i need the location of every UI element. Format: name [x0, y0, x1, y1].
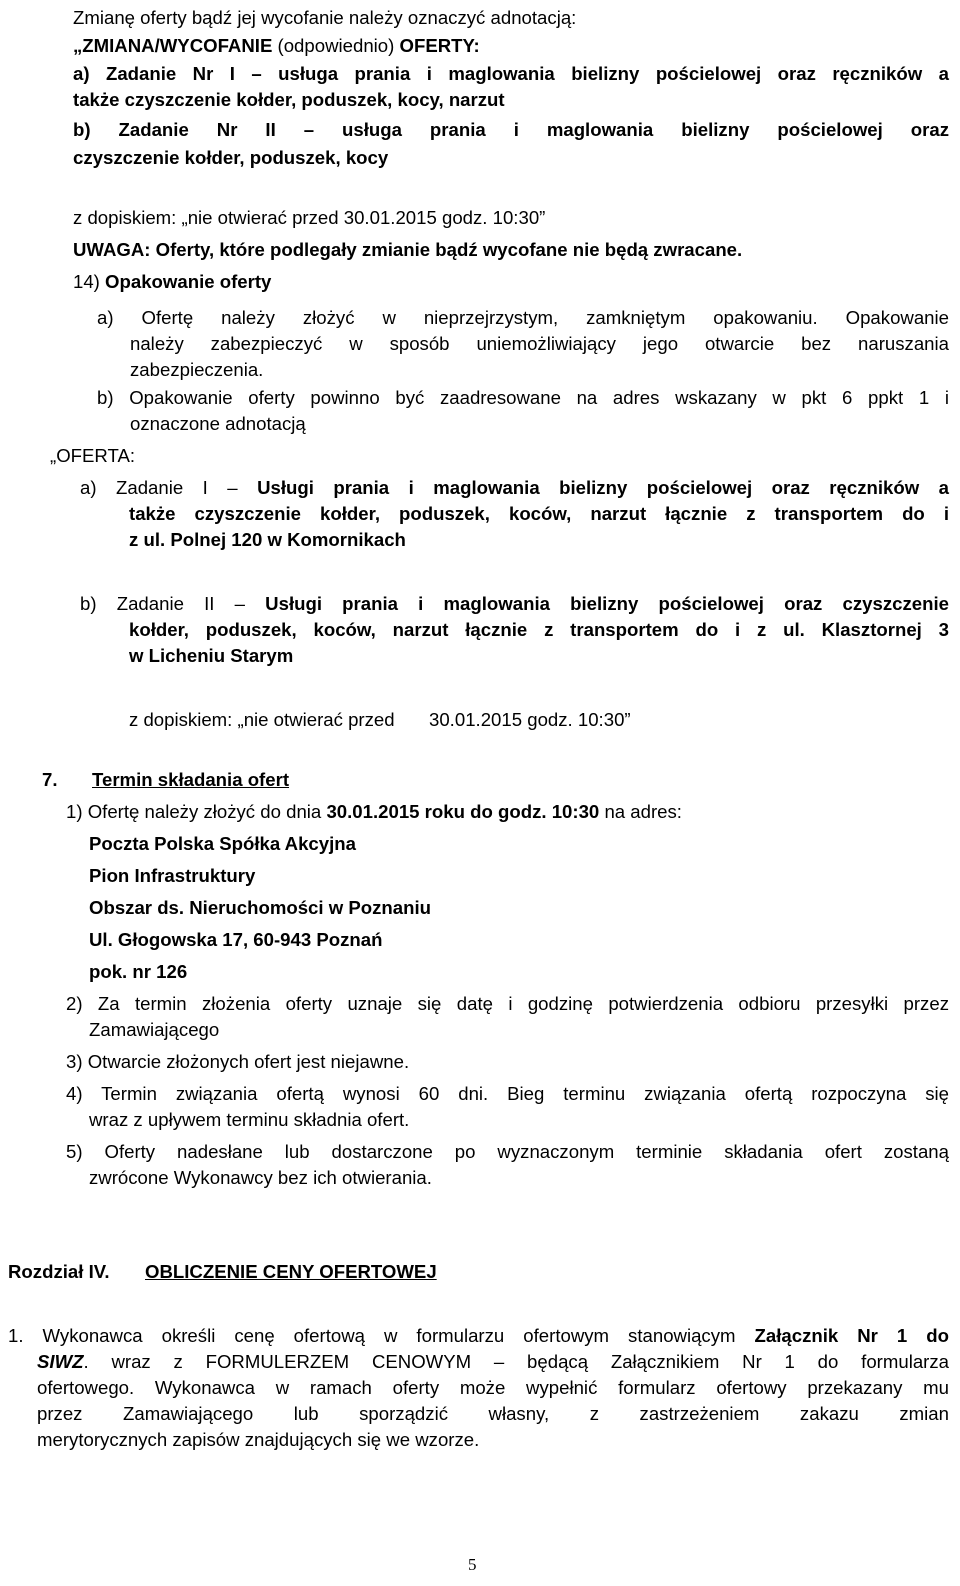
s7-item-5-line2: zwrócone Wykonawcy bez ich otwierania.	[89, 1167, 432, 1188]
oferta-b-title: Usługi prania i maglowania bielizny pościelowej oraz czyszczenie	[265, 593, 949, 614]
pre-change-line: Zmianę oferty bądź jej wycofanie należy oznaczyć adnotacją:	[73, 7, 577, 28]
oferta-a-address: Polnej 120 w Komornikach	[170, 529, 406, 550]
s7-item-1	[66, 802, 682, 822]
s14-a-line1: a) Ofertę należy złożyć w nieprzejrzystym, zamkniętym opakowaniu. Opakowanie	[97, 307, 949, 328]
pre-item-b-line1: b) Zadanie Nr II – usługa prania i maglowania bielizny pościelowej oraz	[73, 119, 949, 140]
oferta-a-line3	[129, 530, 406, 550]
oferta-a-title: Usługi prania i maglowania bielizny pościelowej oraz ręczników a	[257, 477, 950, 498]
oferta-b-line1	[80, 594, 949, 614]
label-odpowiednio: (odpowiednio)	[272, 35, 400, 56]
address-line-5: pok. nr 126	[89, 961, 188, 982]
s7-item-4-line2: wraz z upływem terminu składnia ofert.	[89, 1109, 410, 1130]
oferta-a-line2: także czyszczenie kołder, poduszek, koców, narzut łącznie z transportem do i	[129, 503, 949, 524]
pre-item-a-line2: także czyszczenie kołder, poduszek, kocy, narzut	[73, 89, 505, 110]
oferta-b-line3: w Licheniu Starym	[129, 645, 294, 666]
pre-item-b-line2: czyszczenie kołder, poduszek, kocy	[73, 147, 389, 168]
s14-a-line3: zabezpieczenia.	[130, 359, 264, 380]
section-7-number: 7.	[42, 769, 58, 790]
label-zmiana: „ZMIANA/WYCOFANIE	[73, 35, 273, 56]
s14-b-line1: b) Opakowanie oferty powinno być zaadresowane na adres wskazany w pkt 6 ppkt 1 i	[97, 387, 949, 408]
r4-line-1-text: 1. Wykonawca określi cenę ofertową w formularzu ofertowym stanowiącym	[8, 1325, 755, 1346]
s7-item-1-suffix: na adres:	[599, 801, 682, 822]
s14-b-line2: oznaczone adnotacją	[130, 413, 306, 434]
s7-item-1-text: 1) Ofertę należy złożyć do dnia	[66, 801, 327, 822]
pre-item-a-line1: a) Zadanie Nr I – usługa prania i maglowania bielizny pościelowej oraz ręczników a	[73, 63, 949, 84]
label-oferty: OFERTY:	[399, 35, 480, 56]
s7-item-3: 3) Otwarcie złożonych ofert jest niejawne.	[66, 1051, 410, 1072]
r4-line-3: ofertowego. Wykonawca w ramach oferty może wypełnić formularz ofertowy przekazany mu	[37, 1377, 949, 1398]
section-7-title: Termin składania ofert	[92, 769, 290, 790]
r4-attachment-ref: Załącznik Nr 1 do	[754, 1325, 949, 1346]
address-line-3: Obszar ds. Nieruchomości w Poznaniu	[89, 897, 431, 918]
address-line-2: Pion Infrastruktury	[89, 865, 256, 886]
r4-line-4: przez Zamawiającego lub sporządzić własny, z zastrzeżeniem zakazu zmian	[37, 1403, 949, 1424]
pre-note: z dopiskiem: „nie otwierać przed 30.01.2015 godz. 10:30”	[73, 207, 546, 228]
chapter-label: Rozdział IV.	[8, 1261, 110, 1282]
r4-line-2-text: . wraz z FORMULERZEM CENOWYM – będącą Załącznikiem Nr 1 do formularza	[83, 1351, 949, 1372]
s7-item-2-line2: Zamawiającego	[89, 1019, 220, 1040]
oferta-a-prefix: a) Zadanie I –	[80, 477, 258, 498]
s7-item-2-line1: 2) Za termin złożenia oferty uznaje się datę i godzinę potwierdzenia odbioru przesyłki przez	[66, 993, 949, 1014]
r4-line-5: merytorycznych zapisów znajdujących się we wzorze.	[37, 1429, 480, 1450]
oferta-b-prefix: b) Zadanie II –	[80, 593, 266, 614]
s7-item-5-line1: 5) Oferty nadesłane lub dostarczone po wyznaczonym terminie składania ofert zostaną	[66, 1141, 949, 1162]
oferta-a-ul: z ul.	[129, 529, 171, 550]
page-number: 5	[468, 1555, 477, 1574]
oferta-label: „OFERTA:	[50, 445, 136, 466]
address-line-1: Poczta Polska Spółka Akcyjna	[89, 833, 356, 854]
oferta-note-a: z dopiskiem: „nie otwierać przed	[129, 709, 395, 730]
r4-siwz: SIWZ	[37, 1351, 84, 1372]
oferta-a-line1	[80, 478, 949, 498]
s14-a-line2: należy zabezpieczyć w sposób uniemożliwiający jego otwarcie bez naruszania	[130, 333, 949, 354]
s7-item-1-deadline: 30.01.2015 roku do godz. 10:30	[326, 801, 600, 822]
oferta-b-line2: kołder, poduszek, koców, narzut łącznie z transportem do i z ul. Klasztornej 3	[129, 619, 949, 640]
oferta-note-b: 30.01.2015 godz. 10:30”	[429, 709, 631, 730]
r4-line-2	[37, 1352, 949, 1372]
chapter-title: OBLICZENIE CENY OFERTOWEJ	[145, 1261, 437, 1282]
pre-change-label	[73, 36, 480, 56]
section-14-heading	[73, 272, 271, 292]
pre-warning: UWAGA: Oferty, które podlegały zmianie bądź wycofane nie będą zwracane.	[73, 239, 743, 260]
section-14-number: 14)	[73, 271, 106, 292]
address-line-4: Ul. Głogowska 17, 60-943 Poznań	[89, 929, 383, 950]
r4-line-1	[8, 1326, 949, 1346]
s7-item-4-line1: 4) Termin związania ofertą wynosi 60 dni. Bieg terminu związania ofertą rozpoczyna się	[66, 1083, 949, 1104]
section-14-title: Opakowanie oferty	[105, 271, 272, 292]
